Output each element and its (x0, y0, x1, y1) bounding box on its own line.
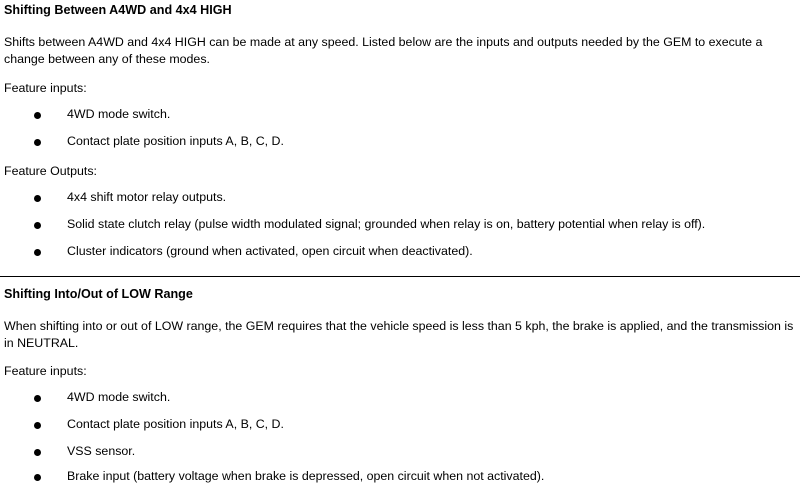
list-item-text: 4x4 shift motor relay outputs. (67, 190, 227, 204)
section-divider (0, 276, 800, 277)
feature-inputs-label: Feature inputs: (4, 81, 87, 95)
list-item-text: Cluster indicators (ground when activated, open circuit when deactivated). (67, 244, 473, 258)
bullet-icon (34, 139, 41, 146)
list-item-text: Solid state clutch relay (pulse width modulated signal; grounded when relay is on, battery potential when relay is off). (67, 217, 706, 231)
bullet-icon (34, 195, 41, 202)
list-item-text: VSS sensor. (67, 444, 136, 458)
feature-inputs-label: Feature inputs: (4, 364, 87, 378)
section-intro-paragraph: When shifting into or out of LOW range, the GEM requires that the vehicle speed is less than 5 kph, the brake is applied, and the transmission is in NEUTRAL. (4, 319, 794, 350)
list-item-text: 4WD mode switch. (67, 390, 171, 404)
list-item-text: Contact plate position inputs A, B, C, D. (67, 134, 284, 148)
section-heading-a4wd-4x4-high: Shifting Between A4WD and 4x4 HIGH (4, 3, 232, 17)
bullet-icon (34, 222, 41, 229)
bullet-icon (34, 474, 41, 481)
feature-outputs-label: Feature Outputs: (4, 164, 97, 178)
section-heading-low-range: Shifting Into/Out of LOW Range (4, 287, 193, 301)
list-item-text: 4WD mode switch. (67, 107, 171, 121)
bullet-icon (34, 449, 41, 456)
list-item-text: Brake input (battery voltage when brake is depressed, open circuit when not activated). (67, 469, 545, 483)
bullet-icon (34, 112, 41, 119)
bullet-icon (34, 422, 41, 429)
section-intro-paragraph: Shifts between A4WD and 4x4 HIGH can be made at any speed. Listed below are the inputs and outputs needed by the GEM to execute a change between any of these modes. (4, 35, 763, 66)
bullet-icon (34, 395, 41, 402)
list-item-text: Contact plate position inputs A, B, C, D. (67, 417, 284, 431)
bullet-icon (34, 249, 41, 256)
